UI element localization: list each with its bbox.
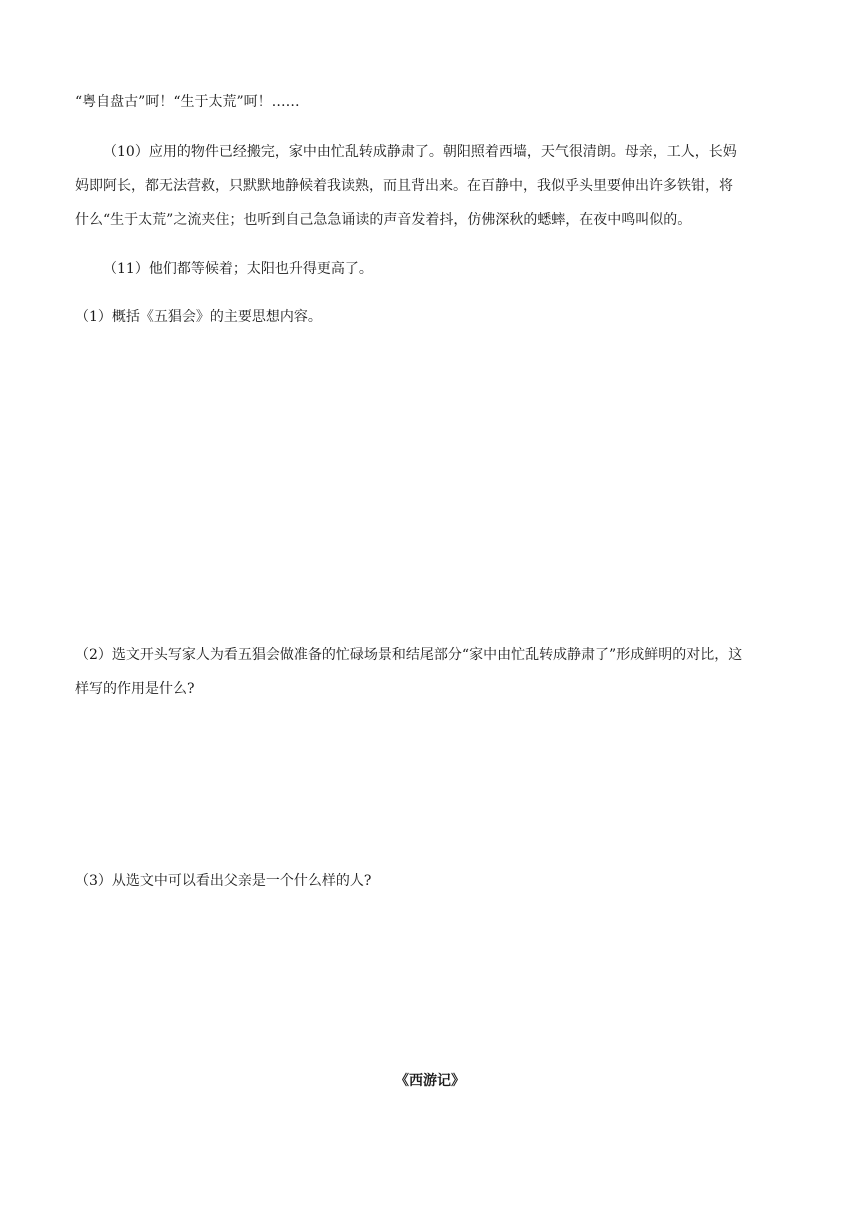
passage-line-1: “粤自盘古”呵！“生于太荒”呵！…… [75,94,300,110]
paragraph-10-line-2: 妈即阿长，都无法营救，只默默地静候着我读熟，而且背出来。在百静中，我似乎头里要伸出许多铁钳，将 [75,178,733,194]
section-title: 《西游记》 [395,1073,465,1089]
question-3: （3）从选文中可以看出父亲是一个什么样的人? [75,873,372,889]
paragraph-10-line-3: 什么“生于太荒”之流夹住；也听到自己急急诵读的声音发着抖，仿佛深秋的蟋蟀，在夜中鸣叫似的。 [75,212,692,228]
paragraph-11: （11）他们都等候着；太阳也升得更高了。 [103,261,373,277]
question-2-line-2: 样写的作用是什么? [75,681,195,697]
question-1: （1）概括《五猖会》的主要思想内容。 [75,309,322,325]
question-2-line-1: （2）选文开头写家人为看五猖会做准备的忙碌场景和结尾部分“家中由忙乱转成静肃了”形成鲜明的对比，这 [75,647,743,663]
paragraph-10-line-1: （10）应用的物件已经搬完，家中由忙乱转成静肃了。朝阳照着西墙，天气很清朗。母亲，工人，长妈 [103,144,737,160]
